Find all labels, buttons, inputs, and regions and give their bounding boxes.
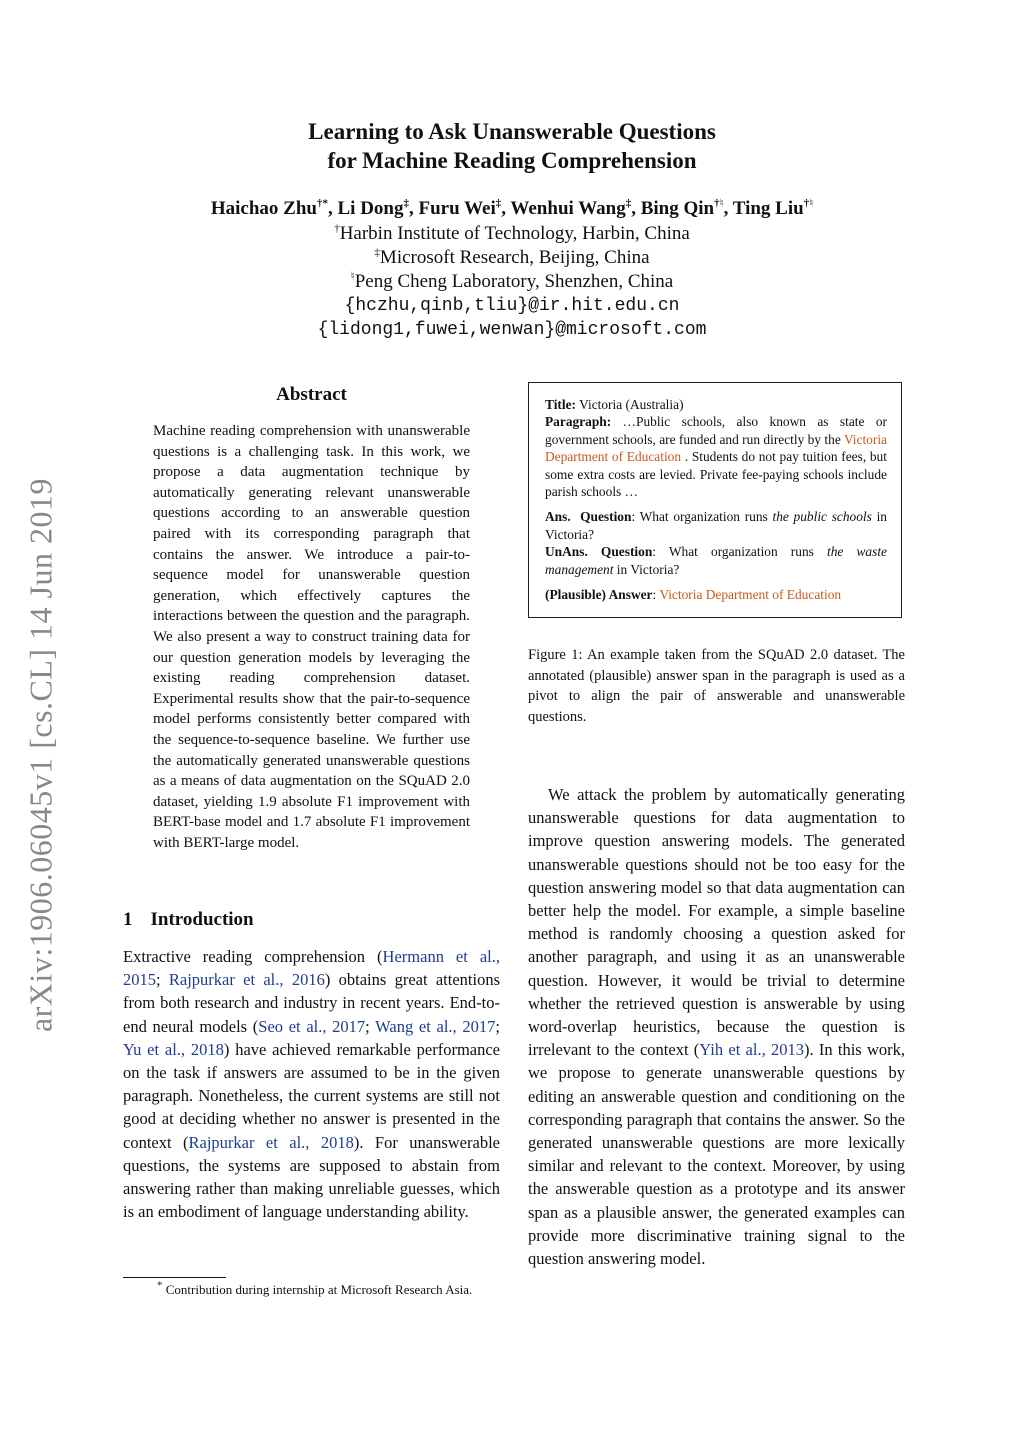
paper-title bbox=[0, 117, 1024, 175]
intro-paragraph-1: Extractive reading comprehension (Hermann et al., 2015; Rajpurkar et al., 2016) obtains great attentions from both research and industry in recent years. End-to-end neural models (Seo et al., 2017; Wang et al., 2017; Yu et al., 2018) have achieved remarkable performance on the task if answers are assumed to be in the given paragraph. Nonetheless, the current systems are still not good at deciding whether no answer is presented in the context (Rajpurkar et al., 2018). For unanswerable questions, the systems are supposed to abstain from answering rather than making unreliable guesses, which is an embodiment of language understanding ability. bbox=[123, 947, 501, 1222]
answerable-question: Ans. Question: What organization runs the public schools in Victoria? bbox=[545, 509, 887, 542]
figure-title-line: Title: Victoria (Australia) bbox=[545, 397, 684, 412]
abstract-text: Machine reading comprehension with unanswerable questions is a challenging task. In this work, we propose a data augmentation technique by automatically generating relevant unanswerable questions according to an answerable question paired with its corresponding paragraph that contains the answer. We introduce a pair-to-sequence model for unanswerable question generation, which effectively captures the interactions between the question and the paragraph. We also present a way to construct training data for our question generation models by leveraging the existing reading comprehension dataset. Experimental results show that the pair-to-sequence model performs consistently better compared with the sequence-to-sequence baseline. We further use the automatically generated unanswerable questions as a means of data augmentation on the SQuAD 2.0 dataset, yielding 1.9 absolute F1 improvement with BERT-base model and 1.7 absolute F1 improvement with BERT-large model. bbox=[153, 423, 470, 851]
title-line-2: for Machine Reading Comprehension bbox=[327, 148, 697, 173]
arxiv-sidebar bbox=[8, 455, 74, 1055]
author: Wenhui Wang‡, bbox=[510, 197, 641, 219]
footnote-rule bbox=[123, 1277, 226, 1278]
citation-link[interactable]: Wang et al., 2017 bbox=[375, 1016, 496, 1036]
unanswerable-question: UnAns. Question: What organization runs the waste management in Victoria? bbox=[545, 544, 887, 577]
affiliation: ‡Microsoft Research, Beijing, China bbox=[374, 246, 650, 268]
author: Bing Qin†♮, bbox=[640, 197, 733, 219]
answer-highlight: Victoria Department of Education bbox=[545, 431, 888, 465]
email-address[interactable]: {lidong1,fuwei,wenwan}@microsoft.com bbox=[317, 320, 707, 340]
affiliation: ♮Peng Cheng Laboratory, Shenzhen, China bbox=[350, 270, 674, 292]
figure-1-box bbox=[528, 382, 902, 618]
citation-link[interactable]: Yu et al., 2018 bbox=[123, 1039, 224, 1059]
citation-link[interactable]: Yih et al., 2013 bbox=[699, 1040, 804, 1060]
author-list bbox=[0, 198, 1024, 220]
citation-link[interactable]: Rajpurkar et al., 2016 bbox=[168, 970, 325, 990]
author: Haichao Zhu†*, bbox=[210, 197, 338, 219]
citation-link[interactable]: Hermann et al., 2015 bbox=[123, 947, 500, 990]
arxiv-identifier: arXiv:1906.06045v1 [cs.CL] 14 Jun 2019 bbox=[22, 477, 59, 1033]
author: Ting Liu†♮ bbox=[732, 197, 814, 219]
section-heading bbox=[123, 909, 254, 931]
footnote: * Contribution during internship at Microsoft Research Asia. bbox=[157, 1279, 473, 1297]
citation-link[interactable]: Rajpurkar et al., 2018 bbox=[188, 1132, 354, 1152]
affiliation: †Harbin Institute of Technology, Harbin, China bbox=[334, 222, 690, 244]
plausible-answer: (Plausible) Answer: Victoria Department of Education bbox=[545, 587, 842, 603]
figure-caption: Figure 1: An example taken from the SQuAD 2.0 dataset. The annotated (plausible) answer span in the paragraph is used as a pivot to align the pair of answerable and unanswerable questions. bbox=[528, 647, 905, 725]
author: Li Dong‡, bbox=[337, 197, 419, 219]
section-number: 1 bbox=[123, 909, 133, 930]
citation-link[interactable]: Seo et al., 2017 bbox=[258, 1016, 366, 1036]
author: Furu Wei‡, bbox=[418, 197, 511, 219]
figure-paragraph: Paragraph: …Public schools, also known as state or government schools, are funded and run directly by the Victoria Department of Education . Students do not pay tuition fees, but some extra costs are levied. Private fee-paying schools include parish schools … bbox=[545, 414, 888, 500]
title-line-1: Learning to Ask Unanswerable Questions bbox=[308, 119, 716, 144]
section-title: Introduction bbox=[150, 909, 254, 930]
email-address[interactable]: {hczhu,qinb,tliu}@ir.hit.edu.cn bbox=[344, 296, 680, 316]
intro-paragraph-2: We attack the problem by automatically generating unanswerable questions for data augmentation to improve question answering models. The generated unanswerable questions should not be too easy for the question answering model so that data augmentation can better help the model. For example, a simple baseline method is randomly choosing a question asked for another paragraph, and using it as an unanswerable question. However, it would be trivial to determine whether the retrieved question is answerable by using word-overlap heuristics, because the question is irrelevant to the context (Yih et al., 2013). In this work, we propose to generate unanswerable questions by editing an answerable question and conditioning on the corresponding paragraph that contains the answer. So the generated unanswerable questions are more lexically similar and relevant to the context. Moreover, by using the answerable question as a prototype and its answer span as a plausible answer, the generated examples can provide more discriminative training signal to the question answering model. bbox=[528, 785, 905, 1269]
abstract-heading: Abstract bbox=[276, 384, 347, 405]
